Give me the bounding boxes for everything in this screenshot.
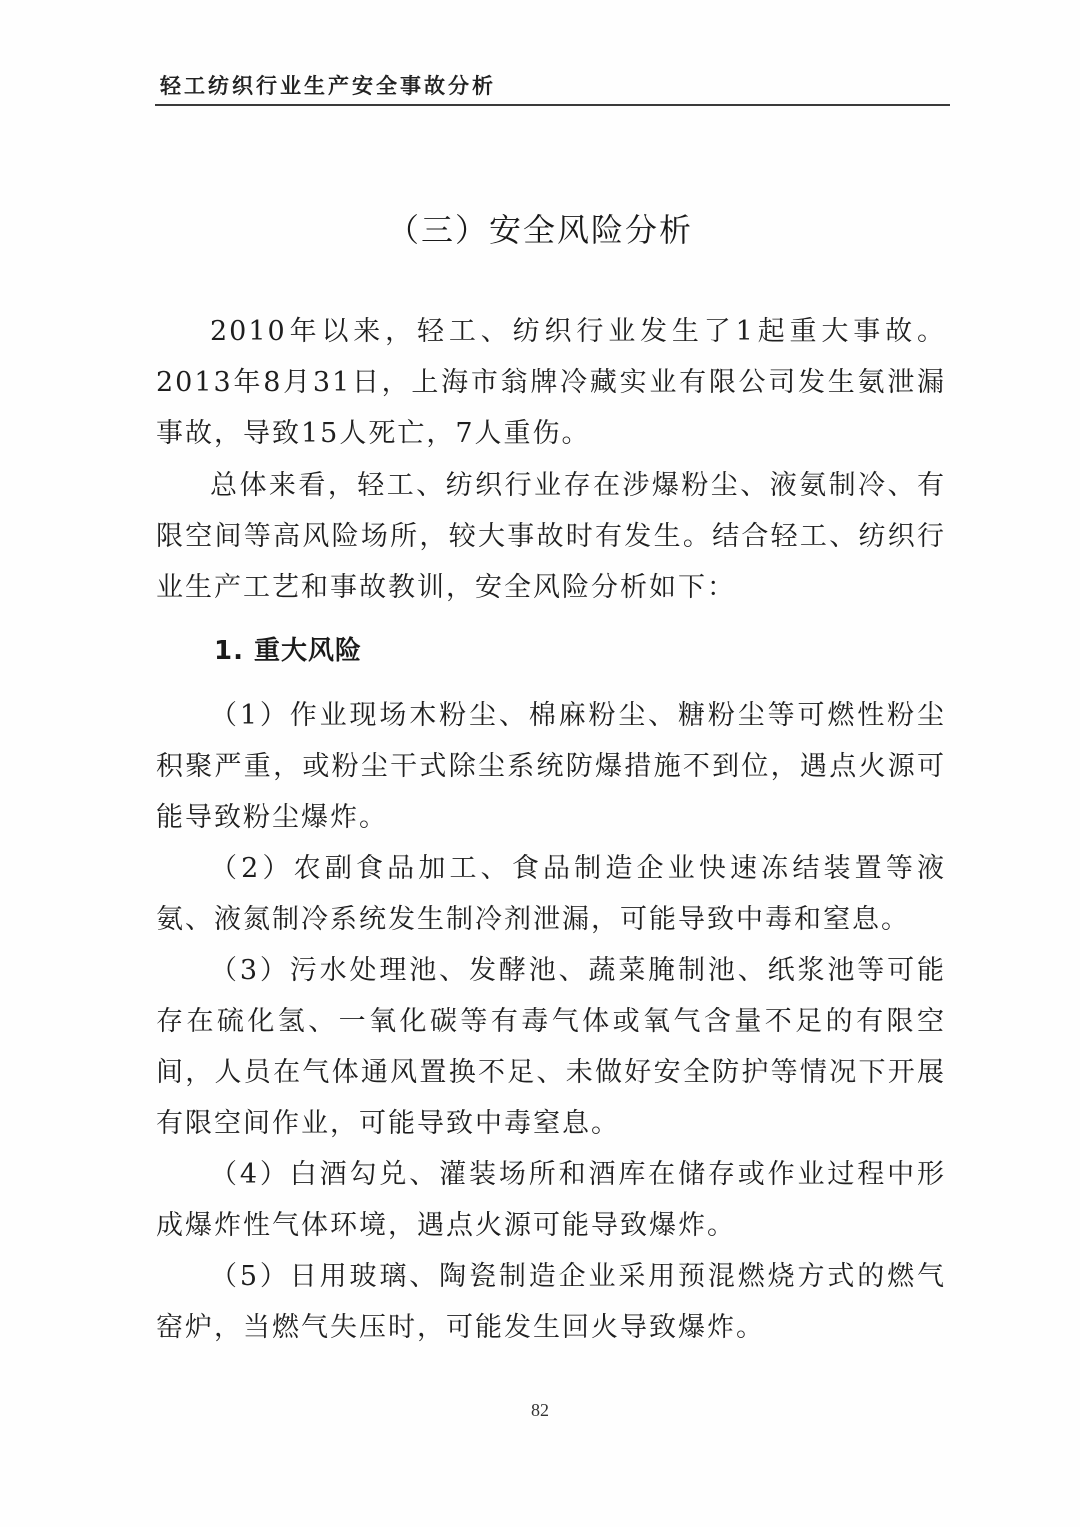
section-title: （三）安全风险分析 bbox=[386, 211, 693, 249]
risk-item-5: （5）日用玻璃、陶瓷制造企业采用预混燃烧方式的燃气窑炉，当燃气失压时，可能发生回火导致爆炸。 bbox=[156, 1261, 946, 1343]
risk-item-3: （3）污水处理池、发酵池、蔬菜腌制池、纸浆池等可能存在硫化氢、一氧化碳等有毒气体或氧气含量不足的有限空间，人员在气体通风置换不足、未做好安全防护等情况下开展有限空间作业，可能导致中毒窒息。 bbox=[156, 955, 946, 1139]
risk-item-2: （2）农副食品加工、食品制造企业快速冻结装置等液氨、液氮制冷系统发生制冷剂泄漏，可能导致中毒和窒息。 bbox=[156, 853, 946, 935]
risk-item-4: （4）白酒勾兑、灌装场所和酒库在储存或作业过程中形成爆炸性气体环境，遇点火源可能导致爆炸。 bbox=[156, 1159, 946, 1241]
header-divider bbox=[155, 104, 950, 106]
page-number: 82 bbox=[531, 1400, 549, 1420]
risk-item-1: （1）作业现场木粉尘、棉麻粉尘、糖粉尘等可燃性粉尘积聚严重，或粉尘干式除尘系统防爆措施不到位，遇点火源可能导致粉尘爆炸。 bbox=[156, 700, 946, 833]
major-risks-heading: 1. 重大风险 bbox=[214, 636, 363, 666]
paragraph-overview: 总体来看，轻工、纺织行业存在涉爆粉尘、液氨制冷、有限空间等高风险场所，较大事故时有发生。结合轻工、纺织行业生产工艺和事故教训，安全风险分析如下： bbox=[156, 470, 946, 603]
paragraph-intro: 2010年以来，轻工、纺织行业发生了1起重大事故。2013年8月31日，上海市翁牌冷藏实业有限公司发生氨泄漏事故，导致15人死亡，7人重伤。 bbox=[156, 316, 946, 449]
running-header-title: 轻工纺织行业生产安全事故分析 bbox=[160, 74, 496, 98]
